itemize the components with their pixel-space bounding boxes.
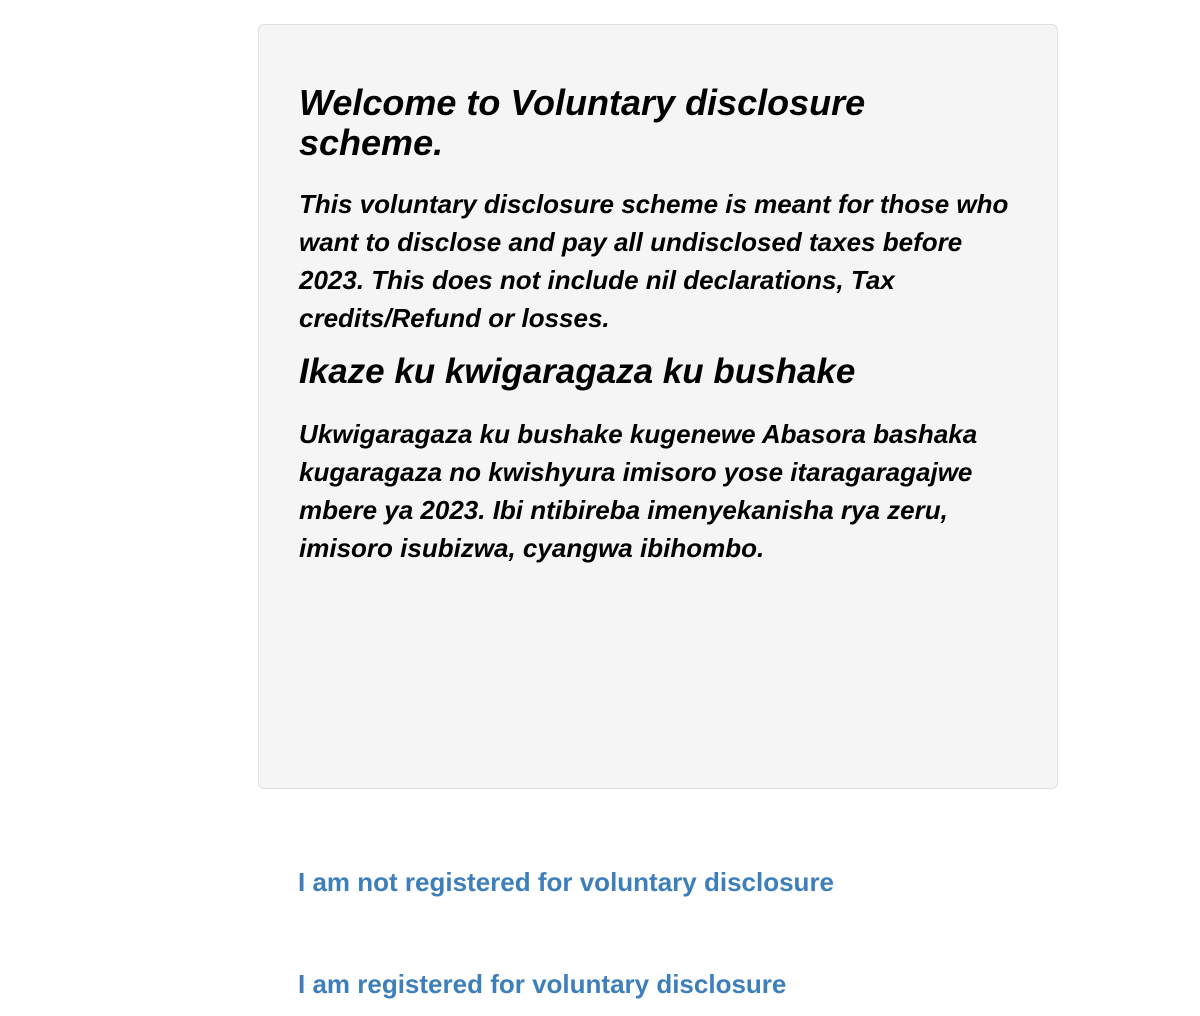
not-registered-link[interactable]: I am not registered for voluntary disclosure	[298, 867, 835, 897]
info-card	[258, 24, 1058, 789]
card-description-en: This voluntary disclosure scheme is meant for those who want to disclose and pay all undisclosed taxes before 2023. This does not include nil declarations, Tax credits/Refund or losses.	[299, 189, 1009, 333]
card-title: Welcome to Voluntary disclosure scheme.	[299, 82, 866, 163]
card-subtitle-rw: Ikaze ku kwigaragaza ku bushake	[299, 352, 856, 391]
registered-link[interactable]: I am registered for voluntary disclosure	[298, 969, 787, 999]
card-description-rw: Ukwigaragaza ku bushake kugenewe Abasora bashaka kugaragaza no kwishyura imisoro yose itaragaragajwe mbere ya 2023. Ibi ntibireba imenyekanisha rya zeru, imisoro isubizwa, cyangwa ibihombo.	[299, 419, 978, 563]
